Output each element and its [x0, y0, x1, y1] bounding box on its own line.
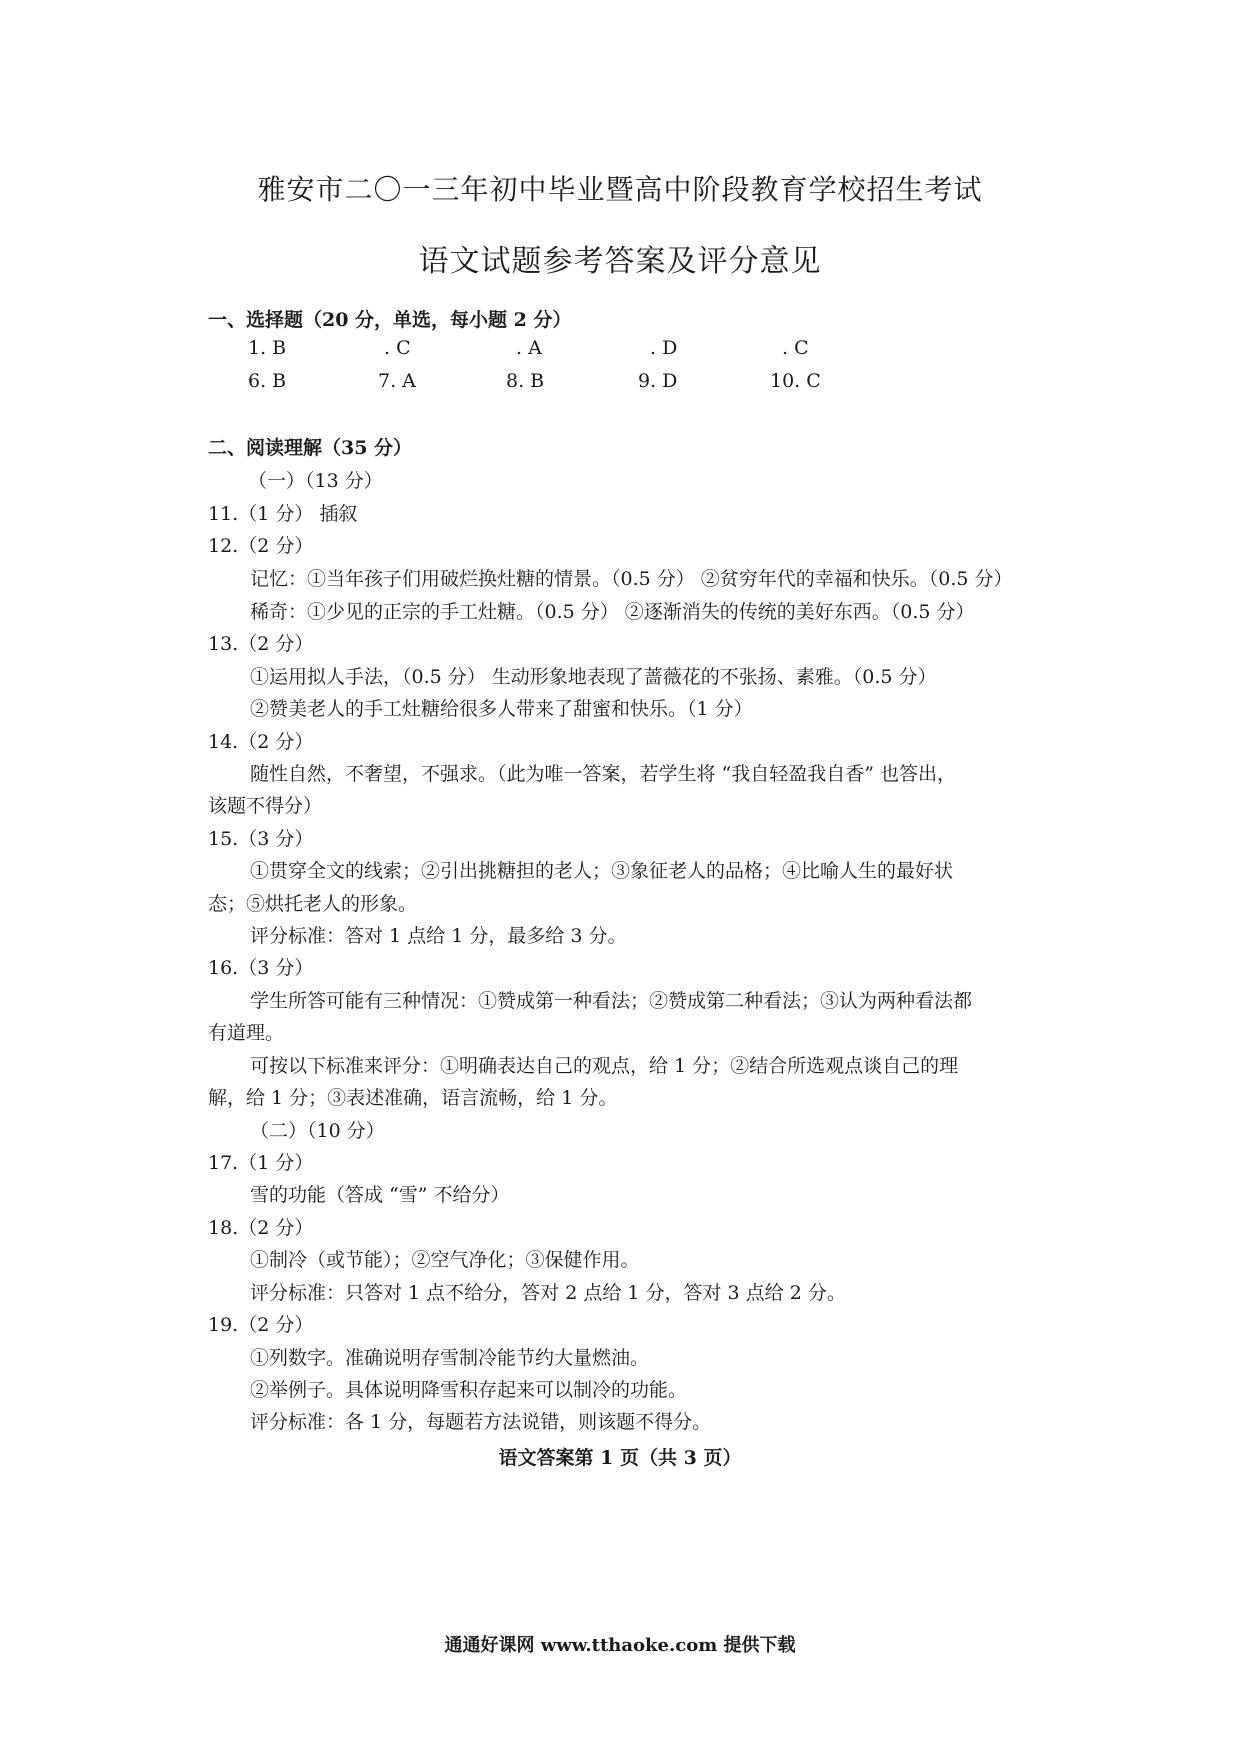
answer-item: 7. A — [378, 370, 416, 392]
answer-item: . C — [782, 337, 809, 359]
part-heading: （一）（13 分） — [248, 470, 383, 492]
answer-line: 记忆：①当年孩子们用破烂换灶糖的情景。（0.5 分） ②贫穷年代的幸福和快乐。（0.5 分） — [250, 568, 1013, 590]
answer-line: 16.（3 分） — [208, 957, 314, 979]
answer-line: 评分标准：只答对 1 点不给分，答对 2 点给 1 分，答对 3 点给 2 分。 — [250, 1282, 846, 1304]
answer-line: 解，给 1 分；③表述准确，语言流畅，给 1 分。 — [208, 1087, 618, 1109]
answer-line: 随性自然，不奢望，不强求。（此为唯一答案，若学生将 “我自轻盈我自香” 也答出， — [250, 763, 957, 785]
answer-line: ①贯穿全文的线索；②引出挑糖担的老人；③象征老人的品格；④比喻人生的最好状 — [250, 860, 954, 882]
section2-heading: 二、阅读理解（35 分） — [208, 437, 413, 459]
answer-line: 11.（1 分） 插叙 — [208, 503, 358, 525]
answer-line: 可按以下标准来评分：①明确表达自己的观点，给 1 分；②结合所选观点谈自己的理 — [250, 1055, 959, 1077]
answer-item: 6. B — [248, 370, 287, 392]
answer-line: ①列数字。准确说明存雪制冷能节约大量燃油。 — [250, 1347, 650, 1369]
answer-line: 17.（1 分） — [208, 1152, 314, 1174]
answer-line: 14.（2 分） — [208, 731, 314, 753]
answer-line: 15.（3 分） — [208, 828, 314, 850]
answer-item: 1. B — [248, 337, 287, 359]
answer-line: 雪的功能（答成 “雪” 不给分） — [250, 1184, 510, 1206]
answer-item: . D — [650, 337, 678, 359]
answer-item: . C — [384, 337, 411, 359]
answer-line: 19.（2 分） — [208, 1314, 314, 1336]
answer-line: ②赞美老人的手工灶糖给很多人带来了甜蜜和快乐。（1 分） — [250, 698, 753, 720]
answer-line: 态；⑤烘托老人的形象。 — [208, 893, 418, 915]
answer-line: ②举例子。具体说明降雪积存起来可以制冷的功能。 — [250, 1379, 688, 1401]
section1-heading: 一、选择题（20 分，单选，每小题 2 分） — [208, 309, 572, 331]
download-note: 通通好课网 www.tthaoke.com 提供下载 — [444, 1635, 796, 1656]
answer-line: 有道理。 — [208, 1022, 285, 1044]
answer-item: 8. B — [506, 370, 545, 392]
page-number: 语文答案第 1 页（共 3 页） — [498, 1447, 742, 1469]
answer-line: ①制冷（或节能）；②空气净化；③保健作用。 — [250, 1249, 640, 1271]
answer-line: 12.（2 分） — [208, 535, 314, 557]
answer-line: 学生所答可能有三种情况：①赞成第一种看法；②赞成第二种看法；③认为两种看法都 — [250, 990, 973, 1012]
answer-line: 该题不得分） — [208, 795, 323, 817]
answer-line: 稀奇：①少见的正宗的手工灶糖。（0.5 分） ②逐渐消失的传统的美好东西。（0.5 分） — [250, 601, 975, 623]
answer-item: 9. D — [638, 370, 678, 392]
answer-title: 语文试题参考答案及评分意见 — [418, 244, 822, 279]
exam-title: 雅安市二〇一三年初中毕业暨高中阶段教育学校招生考试 — [257, 173, 983, 206]
answer-item: . A — [516, 337, 542, 359]
answer-item: 10. C — [770, 370, 821, 392]
answer-line: ①运用拟人手法，（0.5 分） 生动形象地表现了蔷薇花的不张扬、素雅。（0.5 分） — [250, 666, 937, 688]
answer-line: 13.（2 分） — [208, 633, 314, 655]
answer-line: 评分标准：各 1 分，每题若方法说错，则该题不得分。 — [250, 1411, 712, 1433]
part-heading: （二）（10 分） — [250, 1120, 385, 1142]
answer-line: 评分标准：答对 1 点给 1 分，最多给 3 分。 — [250, 925, 627, 947]
answer-line: 18.（2 分） — [208, 1217, 314, 1239]
